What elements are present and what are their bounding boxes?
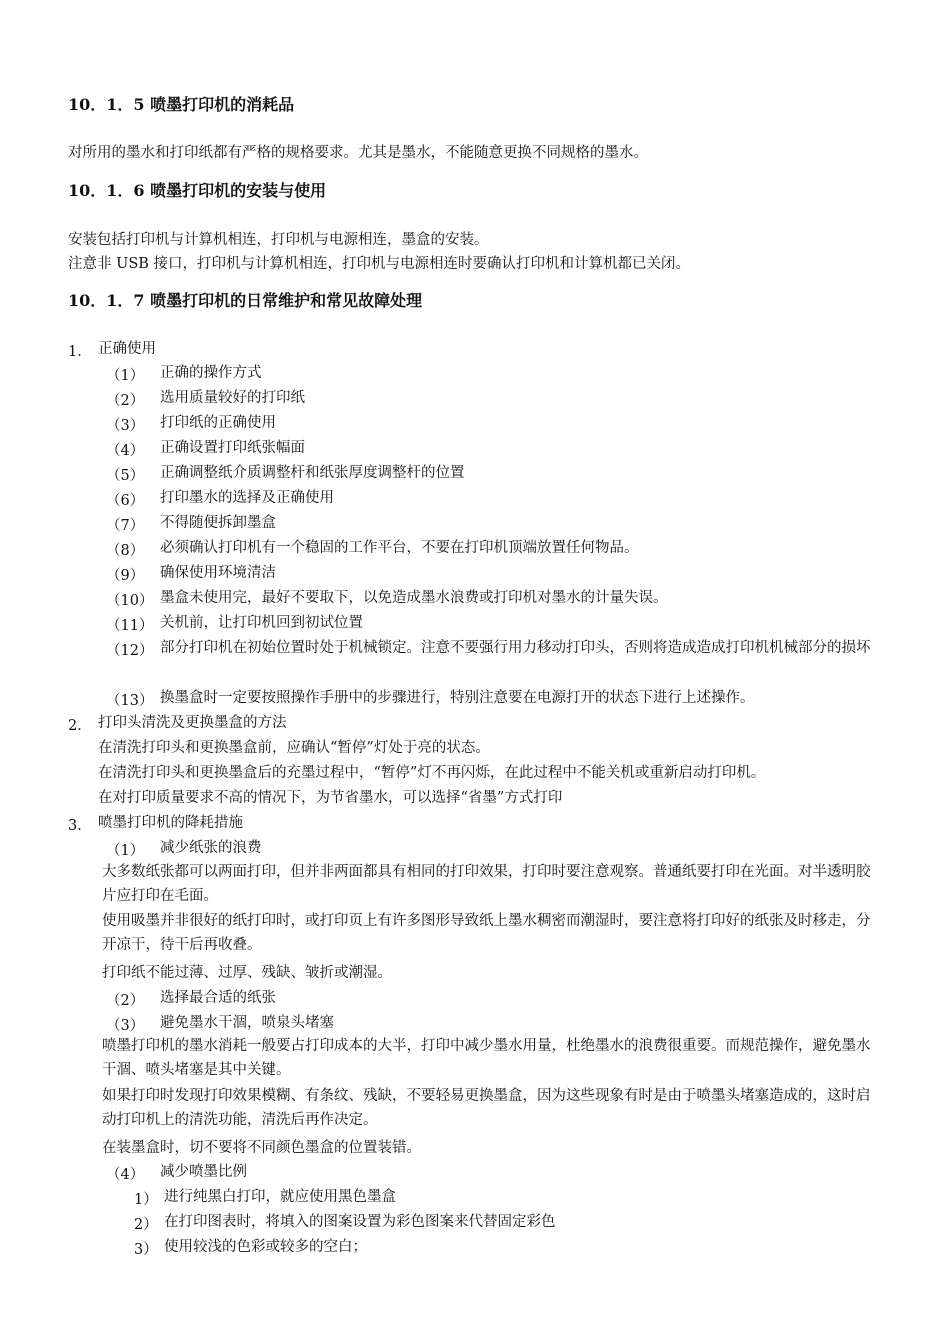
item-number: （7） <box>106 518 145 534</box>
list-item: 不得随便拆卸墨盒 <box>160 515 276 531</box>
item-number: （11） <box>106 618 154 634</box>
list-item: 换墨盒时一定要按照操作手册中的步骤进行，特别注意要在电源打开的状态下进行上述操作。 <box>160 690 755 706</box>
list-item: 在打印图表时，将填入的图案设置为彩色图案来代替固定彩色 <box>164 1214 556 1230</box>
subsection-title: 减少喷墨比例 <box>160 1164 247 1180</box>
item-number: （10） <box>106 593 154 609</box>
subsection-title: 选择最合适的纸张 <box>160 990 276 1006</box>
item-number: （5） <box>106 468 145 484</box>
paragraph: 对所用的墨水和打印纸都有严格的规格要求。尤其是墨水，不能随意更换不同规格的墨水。 <box>68 145 648 161</box>
item-number: （4） <box>106 1167 145 1183</box>
list-item: 选用质量较好的打印纸 <box>160 390 305 406</box>
item-number: （3） <box>106 418 145 434</box>
list-item: 打印纸的正确使用 <box>160 415 276 431</box>
list-item: 部分打印机在初始位置时处于机械锁定。注意不要强行用力移动打印头，否则将造成造成打印机机械部分的损坏 <box>160 640 871 656</box>
list-item: 正确设置打印纸张幅面 <box>160 440 305 456</box>
list-number: 2． <box>68 718 92 734</box>
item-number: （8） <box>106 543 145 559</box>
list-title: 打印头清洗及更换墨盒的方法 <box>98 715 287 731</box>
item-number: （2） <box>106 993 145 1009</box>
list-item: 正确调整纸介质调整杆和纸张厚度调整杆的位置 <box>160 465 465 481</box>
paragraph: 大多数纸张都可以两面打印，但并非两面都具有相同的打印效果，打印时要注意观察。普通纸要打印在光面。对半透明胶片应打印在毛面。 <box>102 864 871 904</box>
item-number: （4） <box>106 443 145 459</box>
paragraph: 在装墨盒时，切不要将不同颜色墨盒的位置装错。 <box>102 1140 421 1156</box>
paragraph: 如果打印时发现打印效果模糊、有条纹、残缺，不要轻易更换墨盒，因为这些现象有时是由于喷墨头堵塞造成的，这时启动打印机上的清洗功能，清洗后再作决定。 <box>102 1088 871 1128</box>
paragraph: 注意非 USB 接口，打印机与计算机相连，打印机与电源相连时要确认打印机和计算机都已关闭。 <box>68 256 691 272</box>
list-item: 进行纯黑白打印，就应使用黑色墨盒 <box>164 1189 396 1205</box>
list-item: 关机前，让打印机回到初试位置 <box>160 615 363 631</box>
paragraph: 打印纸不能过薄、过厚、残缺、皱折或潮湿。 <box>102 965 392 981</box>
list-item: 确保使用环境清洁 <box>160 565 276 581</box>
list-item: 打印墨水的选择及正确使用 <box>160 490 334 506</box>
paragraph: 喷墨打印机的墨水消耗一般要占打印成本的大半，打印中减少墨水用量，杜绝墨水的浪费很重要。而规范操作，避免墨水干涸、喷头堵塞是其中关键。 <box>102 1038 871 1078</box>
list-number: 3． <box>68 818 92 834</box>
item-number: 2） <box>134 1217 158 1233</box>
list-title: 正确使用 <box>98 341 156 357</box>
item-number: （3） <box>106 1018 145 1034</box>
paragraph: 安装包括打印机与计算机相连，打印机与电源相连，墨盒的安装。 <box>68 232 489 248</box>
section-heading: 10．1．5 喷墨打印机的消耗品 <box>68 95 295 114</box>
subsection-title: 避免墨水干涸，喷泉头堵塞 <box>160 1015 334 1031</box>
item-number: （13） <box>106 693 154 709</box>
list-item: 使用较浅的色彩或较多的空白； <box>164 1239 367 1255</box>
paragraph: 在清洗打印头和更换墨盒后的充墨过程中，“暂停”灯不再闪烁，在此过程中不能关机或重新启动打印机。 <box>98 765 766 781</box>
item-number: （9） <box>106 568 145 584</box>
paragraph: 使用吸墨并非很好的纸打印时，或打印页上有许多图形导致纸上墨水稠密而潮湿时，要注意将打印好的纸张及时移走，分开凉干，待干后再收叠。 <box>102 913 871 953</box>
list-item: 墨盒未使用完，最好不要取下，以免造成墨水浪费或打印机对墨水的计量失误。 <box>160 590 668 606</box>
paragraph: 在清洗打印头和更换墨盒前，应确认“暂停”灯处于亮的状态。 <box>98 740 490 756</box>
item-number: 1） <box>134 1192 158 1208</box>
item-number: （1） <box>106 843 145 859</box>
list-item: 正确的操作方式 <box>160 365 262 381</box>
list-number: 1． <box>68 344 92 360</box>
item-number: （12） <box>106 643 154 659</box>
item-number: （2） <box>106 393 145 409</box>
list-title: 喷墨打印机的降耗措施 <box>98 815 243 831</box>
section-heading: 10．1．7 喷墨打印机的日常维护和常见故障处理 <box>68 291 423 310</box>
item-number: （1） <box>106 368 145 384</box>
paragraph: 在对打印质量要求不高的情况下，为节省墨水，可以选择“省墨”方式打印 <box>98 790 563 806</box>
item-number: （6） <box>106 493 145 509</box>
subsection-title: 减少纸张的浪费 <box>160 840 262 856</box>
item-number: 3） <box>134 1242 158 1258</box>
list-item: 必须确认打印机有一个稳固的工作平台，不要在打印机顶端放置任何物品。 <box>160 540 639 556</box>
section-heading: 10．1．6 喷墨打印机的安装与使用 <box>68 181 327 200</box>
